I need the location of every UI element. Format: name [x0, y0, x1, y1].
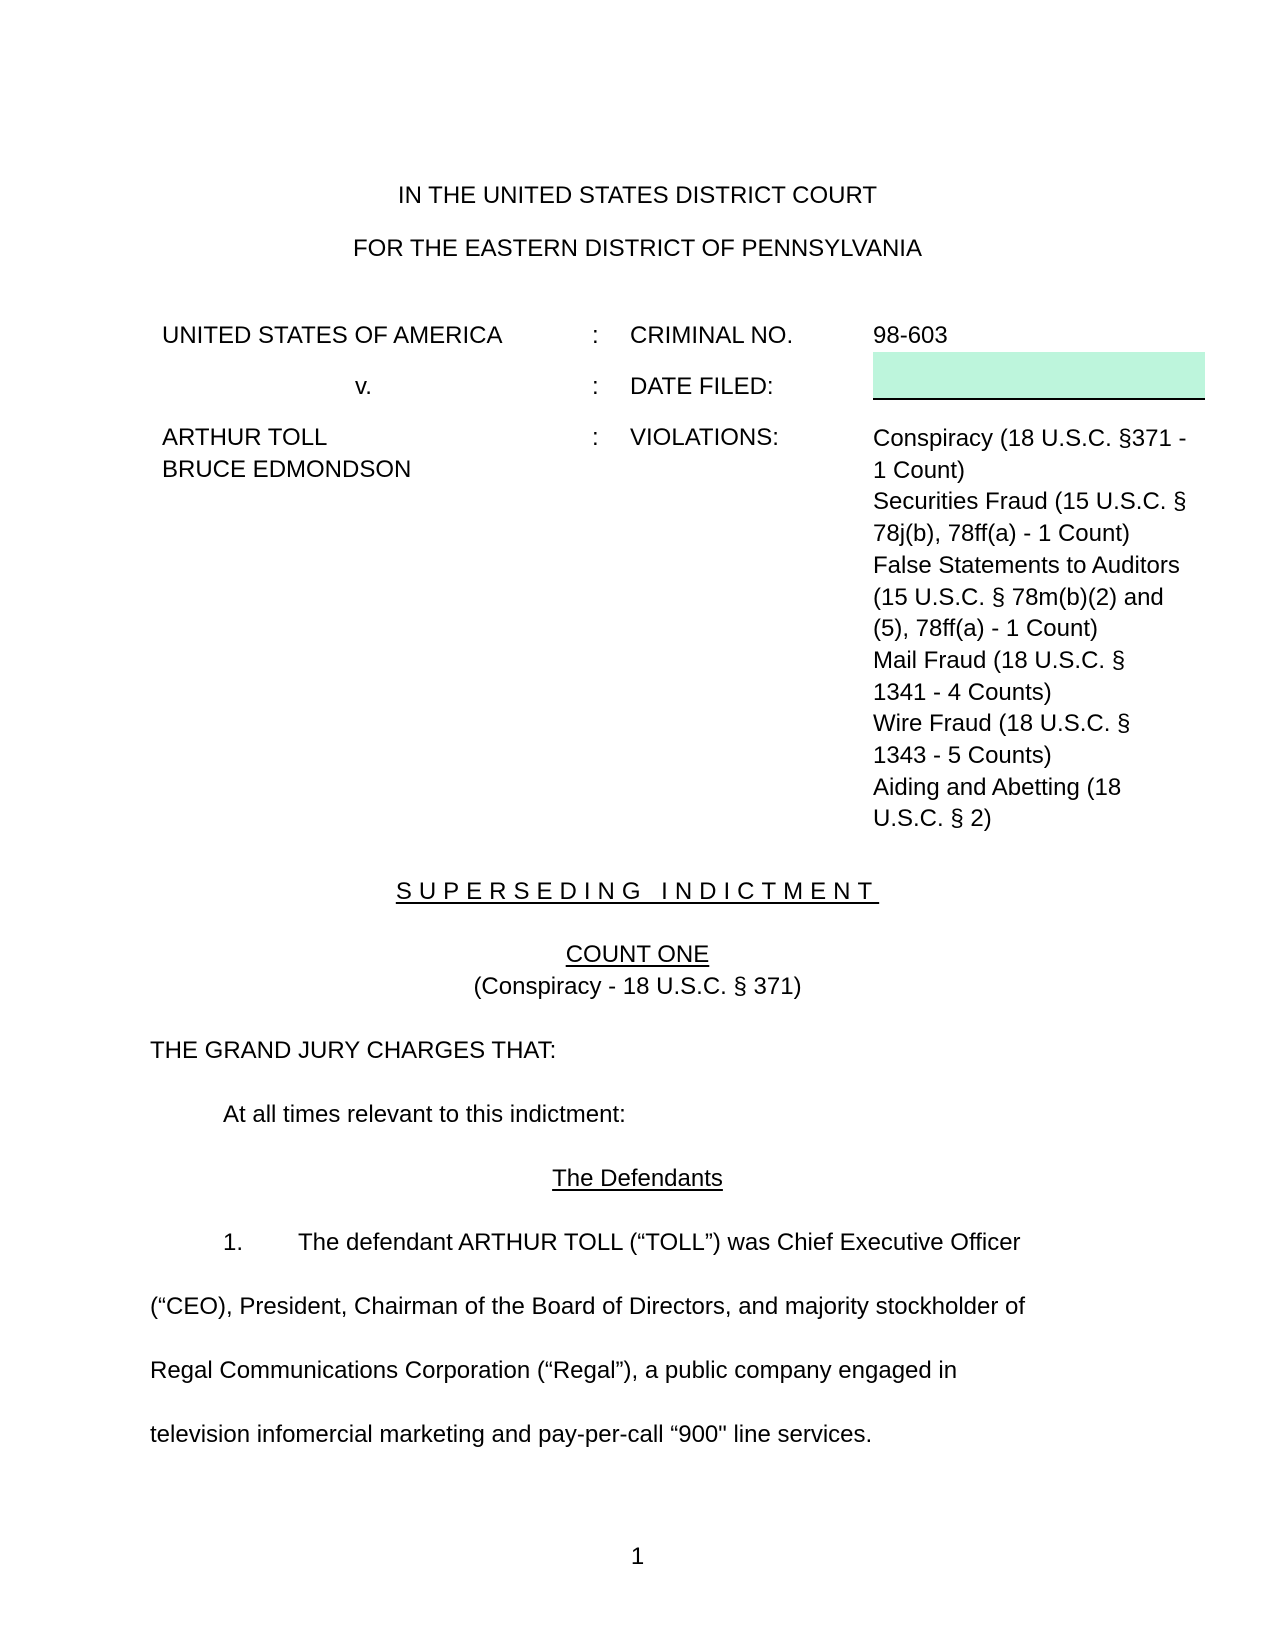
- violation-line: (5), 78ff(a) - 1 Count): [873, 615, 1098, 643]
- plaintiff-name: UNITED STATES OF AMERICA: [162, 322, 503, 349]
- district-line: FOR THE EASTERN DISTRICT OF PENNSYLVANIA: [353, 235, 922, 262]
- count-subtitle: (Conspiracy - 18 U.S.C. § 371): [473, 973, 802, 1000]
- violation-line: U.S.C. § 2): [873, 805, 992, 833]
- document-title: SUPERSEDING INDICTMENT: [395, 878, 880, 905]
- versus: v.: [355, 373, 372, 400]
- paragraph-line: (“CEO), President, Chairman of the Board of Directors, and majority stockholder of: [150, 1293, 1026, 1320]
- paragraph-line: The defendant ARTHUR TOLL (“TOLL”) was Chief Executive Officer: [298, 1229, 1021, 1256]
- caption-colon: :: [592, 322, 599, 349]
- paragraph-number: 1.: [223, 1229, 244, 1256]
- violations-label: VIOLATIONS:: [630, 424, 779, 451]
- violation-line: Mail Fraud (18 U.S.C. §: [873, 646, 1126, 674]
- violations-list: [873, 423, 1233, 835]
- defendant-2: BRUCE EDMONDSON: [162, 456, 412, 483]
- violation-line: 1343 - 5 Counts): [873, 742, 1052, 770]
- paragraph-line: television infomercial marketing and pay-per-call “900" line services.: [150, 1421, 873, 1448]
- document-title-wrap: [0, 877, 1275, 907]
- criminal-no-value: 98-603: [873, 322, 948, 349]
- violation-line: 1 Count): [873, 456, 966, 484]
- violation-line: Aiding and Abetting (18: [873, 773, 1122, 801]
- caption-colon: :: [592, 373, 599, 400]
- defendant-1: ARTHUR TOLL: [162, 424, 328, 451]
- section-heading-wrap: [0, 1164, 1275, 1194]
- violation-line: 1341 - 4 Counts): [873, 678, 1052, 706]
- violation-line: Wire Fraud (18 U.S.C. §: [873, 710, 1131, 738]
- count-title: COUNT ONE: [565, 941, 710, 968]
- violation-line: Securities Fraud (15 U.S.C. §: [873, 488, 1187, 516]
- violation-line: Conspiracy (18 U.S.C. §371 -: [873, 425, 1187, 452]
- violation-line: False Statements to Auditors: [873, 551, 1180, 579]
- court-name-line: IN THE UNITED STATES DISTRICT COURT: [397, 182, 878, 209]
- violation-line: (15 U.S.C. § 78m(b)(2) and: [873, 583, 1164, 611]
- date-filed-label: DATE FILED:: [630, 373, 774, 400]
- section-heading: The Defendants: [552, 1165, 723, 1192]
- page-number: 1: [630, 1543, 645, 1570]
- paragraph-line: Regal Communications Corporation (“Regal”), a public company engaged in: [150, 1357, 958, 1384]
- date-filed-field[interactable]: [873, 352, 1205, 400]
- relevant-times: At all times relevant to this indictment:: [223, 1101, 626, 1128]
- count-title-wrap: [0, 940, 1275, 970]
- criminal-no-label: CRIMINAL NO.: [630, 322, 794, 349]
- violation-line: 78j(b), 78ff(a) - 1 Count): [873, 520, 1131, 548]
- caption-colon: :: [592, 424, 599, 451]
- charges-intro: THE GRAND JURY CHARGES THAT:: [150, 1037, 557, 1064]
